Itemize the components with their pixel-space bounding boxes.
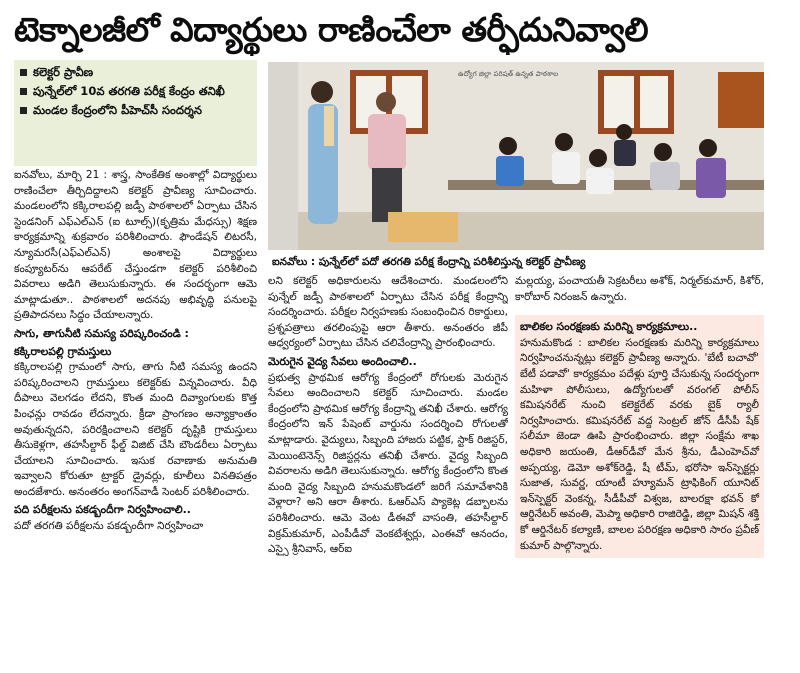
subheading: కక్కిరాలపల్లి గ్రామస్తులు [14,344,112,358]
paragraph: పదో తరగతి పరీక్షలను పకడ్బందీగా నిర్వహించా [14,520,204,533]
paragraph: కక్కిరాలపల్లి గ్రామంలో సాగు, తాగు నీటి సమస్య ఉందని పరిష్కరించాలని గ్రామస్తులు కలెక్టర్‌కు విన్నవించారు. వీధి దీపాలు వెలగడం లేదని, కొంత మంది దివ్యాంగులకు కొత్త పింఛన్లు రావడం లేదన్నారు. క్రీడా ప్రాంగణం అన్యాక్రాంతం అవుతున్నదని, పరిరక్షించాలని కలెక్టర్ దృష్టికి గ్రామస్తులు తీసుకెళ్లగా, తహసీల్దార్ ఫీల్డ్ విజిట్ చేసి బౌండరీలు ఏర్పాటు చేయాలని సూచించారు. ఇసుక రవాణాకు అనుమతి ఇవ్వాలని కోరుతూ ట్రాక్టర్ డ్రైవర్లు, కూలీలు వినతిపత్రం అందజేశారు. అనంతరం అంగన్‌వాడీ సెంటర్ పరిశీలించారు. [14,361,257,498]
highlight-item [20,65,251,80]
paragraph: మల్లయ్య, పంచాయతీ సెక్రటరీలు అశోక్, నిర్మల్‌కుమార్, కిశోర్, కారోబార్ నిరంజన్ ఉన్నారు. [515,275,764,303]
paragraph: ప్రభుత్వ ప్రాథమిక ఆరోగ్య కేంద్రంలో రోగులకు మెరుగైన సేవలు అందించాలని కలెక్టర్ సూచించారు. మండల కేంద్రంలోని ప్రాథమిక ఆరోగ్య కేంద్రాన్ని తనిఖీ చేశారు. ఆరోగ్య కేంద్రంలోని ఇన్ పేషెంట్ వార్డును సందర్శించి రోగులతో మాట్లాడారు. వైద్యులు, సిబ్బంది హాజరు పట్టిక, స్టాక్ రిజిస్టర్, మెయింటెనెన్స్ రిజిస్టర్లను తనిఖీ చేశారు. వైద్య సిబ్బంది వివరాలను అడిగి తెలుసుకున్నారు. ఆరోగ్య కేంద్రంలోని కొంత మంది వైద్య సిబ్బంది హనుమకొండలో జరిగే సమావేశానికి వెళ్లారా? అని ఆరా తీశారు. ఓఆర్ఎస్ ప్యాకెట్ల డబ్బాలను పరిశీలించారు. ఆమె వెంట డీఈవో వాసంతి, తహసీల్దార్ విక్రమ్‌కుమార్, ఎంపీడీవో వెంకటేశ్వర్లు, ఎంఈవో ఆనందం, ఎస్సై శ్రీనివాస్, ఆర్ఐ [268,371,508,556]
subheading: సాగు, తాగునీటి సమస్య పరిష్కరించండి : [14,326,189,340]
highlight-text: కలెక్టర్ ప్రావీణ [33,65,94,79]
subheading: మెరుగైన వైద్య సేవలు అందించాలి.. [268,354,417,368]
article-column-3 [515,274,764,666]
subheading: పది పరీక్షలను పకడ్బందీగా నిర్వహించాలి.. [14,503,191,517]
school-banner: ఉద్యోగ జిల్లా పరిషత్ ఉన్నత పాఠశాల [458,70,559,78]
square-bullet-icon [20,88,27,95]
sidebar-story-text: హనుమకొండ : బాలికల సంరక్షణకు మరిన్ని కార్యక్రమాలు నిర్వహించనున్నట్లు కలెక్టర్ ప్రావీణ్య అన్నారు. 'బేటీ బచావో' బేటీ పడావో' కార్యక్రమం పదేళ్లు పూర్తి చేసుకున్న సందర్భంగా మహిళా పోలీసులు, ఉద్యోగులతో వరంగల్ పోలీస్ కమిషనరేట్ నుంచి కలెక్టరేట్ వరకు బైక్ ర్యాలీ నిర్వహించారు. కమిషనరేట్ వద్ద సెంట్రల్ జోన్ డీసీపీ షేక్ సలీమా జెండా ఊపి ప్రారంభించారు. జిల్లా సంక్షేమ శాఖ అధికారి జయంతి, డీఆర్‌డీవో మేన శ్రీను, డీఎంహెచ్‌వో అప్పయ్య, డెమో అశోక్‌రెడ్డి, షీ టీమ్, భరోసా ఇన్‌స్పెక్టర్లు సుజాత, సువర్ణ, యాంటీ హ్యూమన్ ట్రాఫికింగ్ యూనిట్ ఇన్‌స్పెక్టర్ వెంకన్న, సీడీపీవో విశ్వజ, బాలరక్షా భవన్ కో ఆర్డినేటర్ అవంతి, మెప్మా అధికారి రాజిరెడ్డి, జిల్లా మిషన్ శక్తి కో ఆర్డినేటర్ కల్యాణి, బాలల పరిరక్షణ అధికారి సారం ప్రవీణ్ కుమార్ పాల్గొన్నారు. [520,336,759,552]
classroom-photo [268,62,764,250]
sidebar-story-title: బాలికల సంరక్షణకు మరిన్ని కార్యక్రమాలు.. [520,320,698,334]
highlight-text: పున్నేల్‌లో 10వ తరగతి పరీక్ష కేంద్రం తనిఖీ [33,84,225,98]
square-bullet-icon [20,69,27,76]
article-column-1 [14,168,257,666]
photo-caption: ఐనవోలు : పున్నేల్‌లో పదో తరగతి పరీక్ష కేంద్రాన్ని పరిశీలిస్తున్న కలెక్టర్ ప్రావీణ్య [272,256,586,268]
highlight-item [20,84,251,99]
article-column-2 [268,274,508,666]
news-photo [268,62,764,250]
highlights-box [14,60,257,166]
paragraph: లని కలెక్టర్ అధికారులను ఆదేశించారు. మండలంలోని పున్నేల్ జడ్పీ పాఠశాలలో ఏర్పాటు చేసిన పరీక్ష కేంద్రాన్ని సందర్శించారు. పరీక్షల నిర్వహణకు సంబంధించిన రికార్డులు, ప్రశ్నపత్రాలు తరలింపుపై ఆరా తీశారు. అనంతరం జీపీ ఆధ్వర్యంలో ఏర్పాటు చేసిన చలివేంద్రాన్ని ప్రారంభించారు. [268,275,508,350]
paragraph: ఐనవోలు, మార్చి 21 : శాస్త్ర, సాంకేతిక అంశాల్లో విద్యార్థులు రాణించేలా తీర్చిదిద్దాలని కలెక్టర్ ప్రావీణ్య సూచించారు. మండలంలోని కక్కిరాలపల్లి జడ్పీ పాఠశాలలో ఏర్పాటు చేసిన స్టెండనింగ్ ఎఫ్ఎల్ఎన్ (ఐ టూల్స్)(కృత్రిమ మేధస్సు) శిక్షణ కార్యక్రమాన్ని శుక్రవారం పరిశీలించారు. ఫౌండేషన్ లిటరసీ, న్యూమరసీ(ఎఫ్ఎల్ఎన్) అంశాలపై విద్యార్థులు కంప్యూటర్‌ను ఆపరేట్ చేస్తుండగా కలెక్టర్ పరిశీలించి వివరాలు అడిగి తెలుసుకున్నారు. ఈ సందర్భంగా ఆమె మాట్లాడుతూ.. పాఠశాలలో అదనపు అభివృద్ధి పనులపై ప్రతిపాదనలు సిద్ధం చేయాలన్నారు. [14,169,257,322]
sidebar-story-box [515,315,764,558]
highlight-text: మండల కేంద్రంలోని పీహెచ్‌సీ సందర్శన [33,103,202,117]
headline: టెక్నాలజీలో విద్యార్థులు రాణించేలా తర్ఫీదునివ్వాలి [14,10,649,49]
highlight-item [20,103,251,118]
square-bullet-icon [20,107,27,114]
